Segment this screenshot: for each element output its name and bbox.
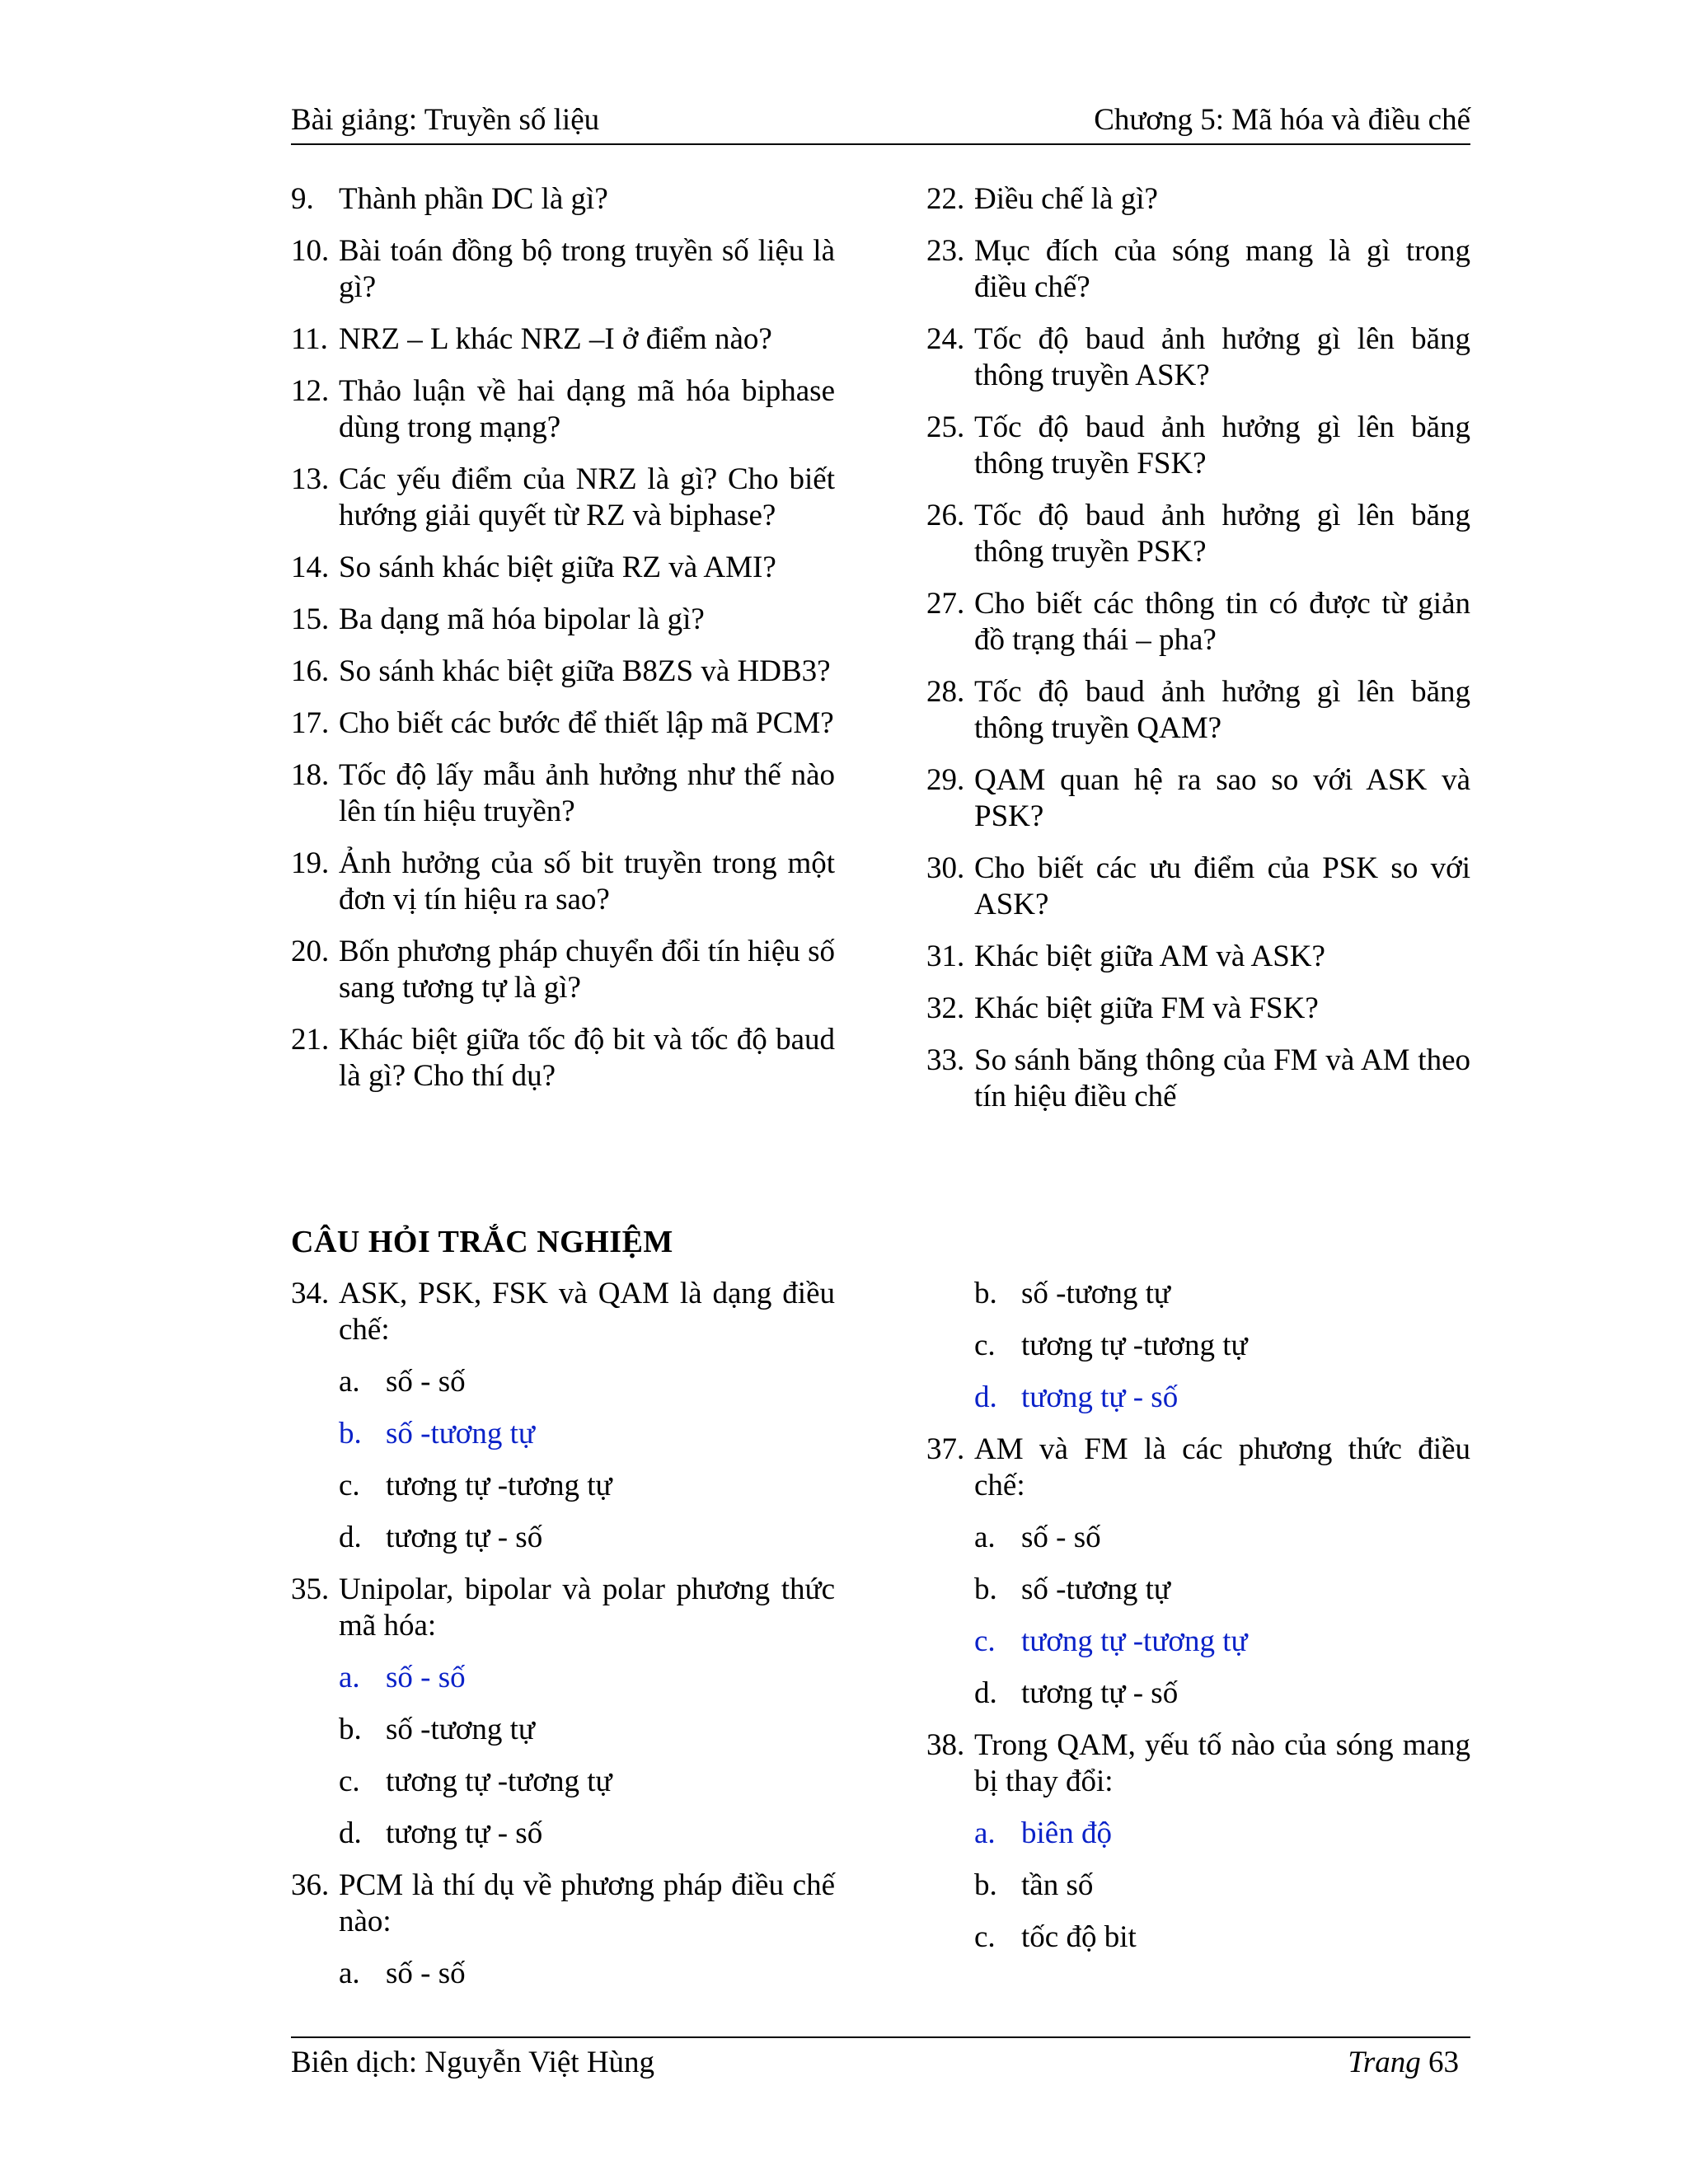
question-25: 25. Tốc độ baud ảnh hưởng gì lên băng thông truyền FSK?: [926, 410, 1470, 480]
option-b: b. tần số: [974, 1868, 1094, 1902]
question-16: 16. So sánh khác biệt giữa B8ZS và HDB3?: [291, 654, 831, 688]
question-14: 14. So sánh khác biệt giữa RZ và AMI?: [291, 551, 776, 584]
option-c: c. tương tự -tương tự: [974, 1329, 1248, 1362]
option-b: b. số -tương tự: [974, 1277, 1170, 1310]
option-c: c. tốc độ bit: [974, 1920, 1137, 1954]
page-number: [1348, 2045, 1459, 2080]
question-35: 35. Unipolar, bipolar và polar phương thức mã hóa:: [291, 1572, 835, 1643]
page-number-value: 63: [1428, 2046, 1459, 2079]
option-d: d. tương tự - số: [339, 1816, 543, 1850]
option-a-correct-answer: a. biên độ: [974, 1816, 1112, 1850]
question-20: 20. Bốn phương pháp chuyển đổi tín hiệu số sang tương tự là gì?: [291, 935, 835, 1005]
question-29: 29. QAM quan hệ ra sao so với ASK và PSK?: [926, 763, 1470, 833]
question-13: 13. Các yếu điểm của NRZ là gì? Cho biết hướng giải quyết từ RZ và biphase?: [291, 462, 835, 532]
question-36: 36. PCM là thí dụ về phương pháp điều chế nào:: [291, 1868, 835, 1938]
question-37-options: [926, 1520, 1470, 1712]
question-18: 18. Tốc độ lấy mẫu ảnh hưởng như thế nào lên tín hiệu truyền?: [291, 758, 835, 828]
translator-credit: Biên dịch: Nguyễn Việt Hùng: [291, 2046, 655, 2079]
question-33: 33. So sánh băng thông của FM và AM theo tín hiệu điều chế: [926, 1043, 1470, 1113]
option-d: d. tương tự - số: [339, 1521, 543, 1554]
question-34: 34. ASK, PSK, FSK và QAM là dạng điều chế:: [291, 1277, 835, 1347]
question-28: 28. Tốc độ baud ảnh hưởng gì lên băng thông truyền QAM?: [926, 675, 1470, 745]
review-questions-left: [291, 181, 835, 1110]
option-b-correct-answer: b. số -tương tự: [339, 1417, 535, 1451]
section-heading-multiple-choice: CÂU HỎI TRẮC NGHIỆM: [291, 1225, 673, 1259]
multiple-choice-right: [926, 1276, 1470, 1956]
question-32: 32. Khác biệt giữa FM và FSK?: [926, 991, 1319, 1025]
question-34-options: [291, 1364, 835, 1556]
question-23: 23. Mục đích của sóng mang là gì trong điều chế?: [926, 234, 1470, 304]
question-24: 24. Tốc độ baud ảnh hưởng gì lên băng thông truyền ASK?: [926, 322, 1470, 392]
question-21: 21. Khác biệt giữa tốc độ bit và tốc độ baud là gì? Cho thí dụ?: [291, 1023, 835, 1093]
question-22: 22. Điều chế là gì?: [926, 182, 1158, 216]
question-38-options: [926, 1816, 1470, 1956]
question-31: 31. Khác biệt giữa AM và ASK?: [926, 940, 1325, 973]
question-26: 26. Tốc độ baud ảnh hưởng gì lên băng thông truyền PSK?: [926, 499, 1470, 569]
question-30: 30. Cho biết các ưu điểm của PSK so với ASK?: [926, 851, 1470, 921]
question-10: 10. Bài toán đồng bộ trong truyền số liệu là gì?: [291, 234, 835, 304]
multiple-choice-left: [291, 1276, 835, 1992]
question-27: 27. Cho biết các thông tin có được từ giản đồ trạng thái – pha?: [926, 587, 1470, 657]
question-36-options-continued: [926, 1276, 1470, 1416]
option-b: b. số -tương tự: [339, 1713, 535, 1746]
course-title: Bài giảng: Truyền số liệu: [291, 103, 600, 137]
option-d-correct-answer: d. tương tự - số: [974, 1380, 1179, 1414]
page-label: Trang: [1348, 2046, 1421, 2079]
option-a-correct-answer: a. số - số: [339, 1661, 466, 1694]
option-a: a. số - số: [339, 1365, 466, 1399]
question-15: 15. Ba dạng mã hóa bipolar là gì?: [291, 602, 705, 636]
question-36-options: [291, 1956, 835, 1992]
question-19: 19. Ảnh hưởng của số bit truyền trong một đơn vị tín hiệu ra sao?: [291, 846, 835, 916]
option-c: c. tương tự -tương tự: [339, 1469, 612, 1502]
question-11: 11. NRZ – L khác NRZ –I ở điểm nào?: [291, 322, 772, 356]
option-a: a. số - số: [339, 1957, 466, 1990]
question-17: 17. Cho biết các bước để thiết lập mã PCM?: [291, 706, 834, 740]
option-c: c. tương tự -tương tự: [339, 1765, 612, 1798]
question-35-options: [291, 1660, 835, 1852]
option-d: d. tương tự - số: [974, 1676, 1179, 1710]
chapter-title: Chương 5: Mã hóa và điều chế: [1094, 103, 1470, 137]
option-c-correct-answer: c. tương tự -tương tự: [974, 1624, 1248, 1658]
option-b: b. số -tương tự: [974, 1572, 1170, 1606]
question-37: 37. AM và FM là các phương thức điều chế:: [926, 1432, 1470, 1502]
question-38: 38. Trong QAM, yếu tố nào của sóng mang bị thay đổi:: [926, 1728, 1470, 1798]
page-header: [291, 102, 1470, 145]
question-9: 9. Thành phần DC là gì?: [291, 182, 608, 216]
page-footer: [291, 2036, 1470, 2088]
review-questions-right: [926, 181, 1470, 1131]
question-12: 12. Thảo luận về hai dạng mã hóa biphase dùng trong mạng?: [291, 374, 835, 444]
option-a: a. số - số: [974, 1521, 1101, 1554]
